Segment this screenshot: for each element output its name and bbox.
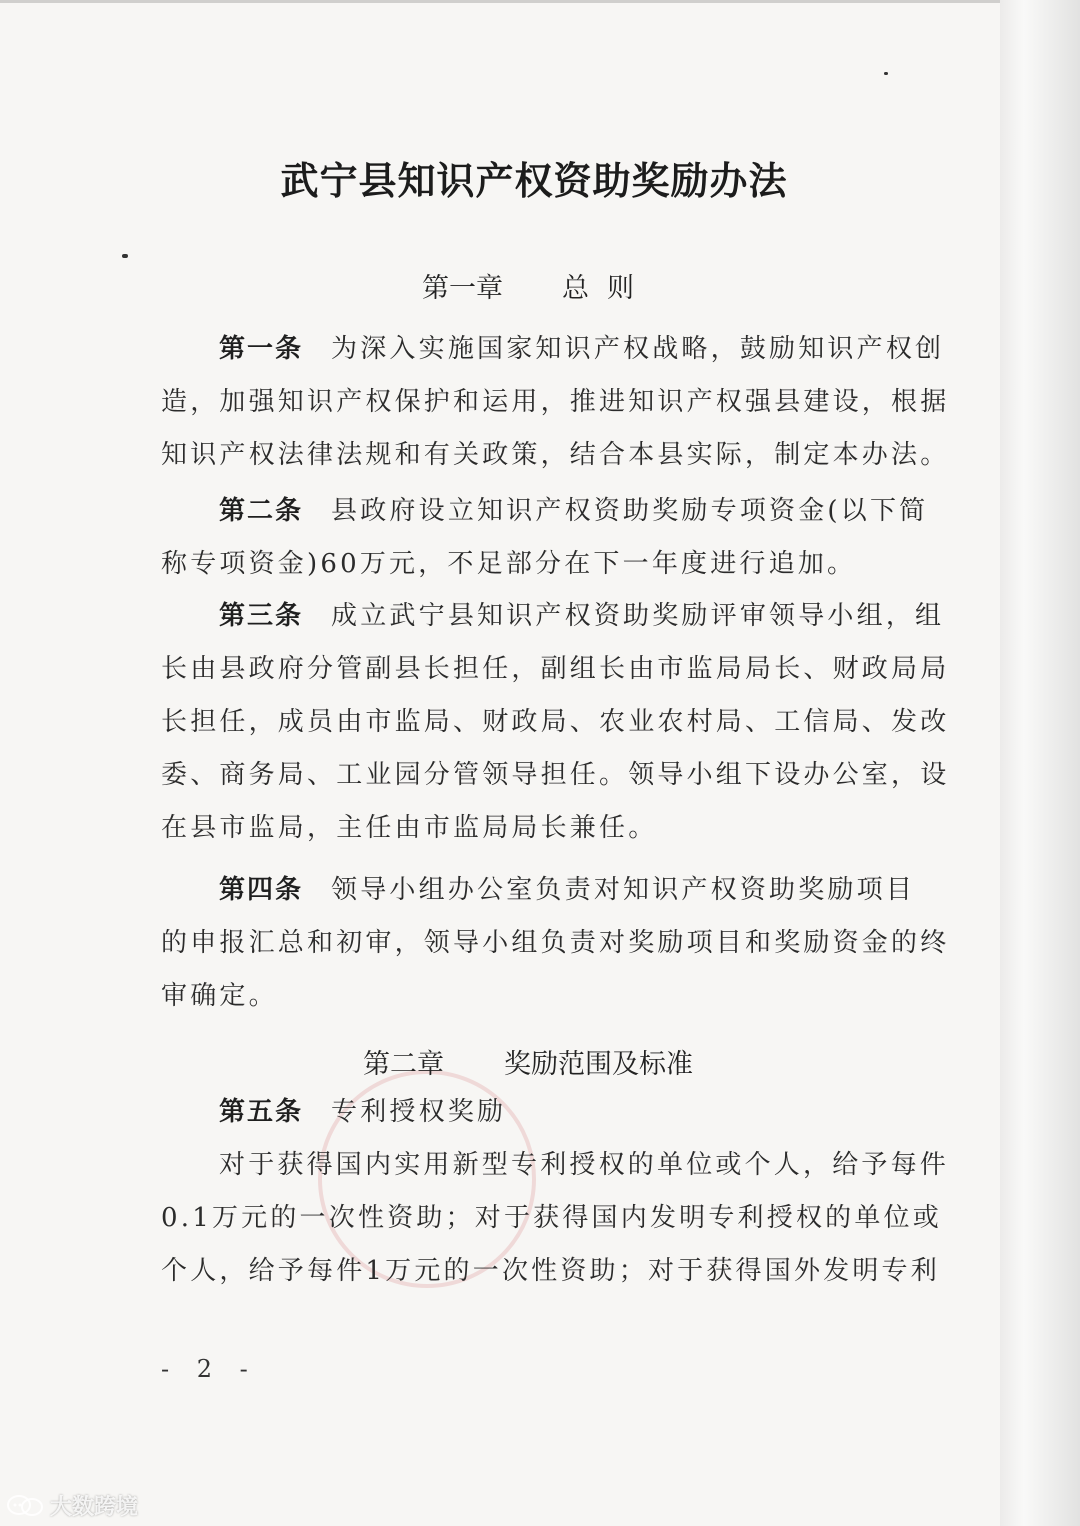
scan-speck xyxy=(884,72,888,75)
scan-speck xyxy=(122,254,128,258)
article-4-label: 第四条 xyxy=(219,875,304,905)
article-4-line: 审确定。 xyxy=(161,981,278,1011)
article-3 xyxy=(161,590,950,855)
article-2-line: 称专项资金)60万元，不足部分在下一年度进行追加。 xyxy=(161,549,857,579)
watermark-text: 大数跨境 xyxy=(50,1495,139,1520)
page-number: - 2 - xyxy=(161,1355,258,1383)
chapter-1-label: 第一章 xyxy=(422,273,503,304)
article-1-label: 第一条 xyxy=(219,334,304,364)
article-3-line: 长担任，成员由市监局、财政局、农业农村局、工信局、发改 xyxy=(161,707,950,737)
scan-edge xyxy=(0,0,1030,3)
article-3-line: 委、商务局、工业园分管领导担任。领导小组下设办公室，设 xyxy=(161,760,950,790)
article-4 xyxy=(161,864,950,1023)
article-3-line: 在县市监局，主任由市监局局长兼任。 xyxy=(161,813,658,843)
article-2 xyxy=(161,485,929,591)
article-1-line: 造，加强知识产权保护和运用，推进知识产权强县建设，根据 xyxy=(161,387,950,417)
paragraph-line: 对于获得国内实用新型专利授权的单位或个人，给予每件 xyxy=(219,1150,950,1180)
chapter-2-label: 第二章 xyxy=(363,1049,444,1080)
chapter-2-name: 奖励范围及标准 xyxy=(504,1049,693,1080)
article-5-paragraph xyxy=(161,1139,950,1298)
watermark xyxy=(6,1490,138,1521)
paragraph-line: 0.1万元的一次性资助；对于获得国内发明专利授权的单位或 xyxy=(161,1203,942,1233)
document-title: 武宁县知识产权资助奖励办法 xyxy=(280,159,788,203)
article-5 xyxy=(161,1086,905,1139)
scan-page-edge xyxy=(1000,0,1080,1526)
article-4-line: 的申报汇总和初审，领导小组负责对奖励项目和奖励资金的终 xyxy=(161,928,950,958)
article-2-label: 第二条 xyxy=(219,496,304,526)
article-3-line: 长由县政府分管副县长担任，副组长由市监局局长、财政局局 xyxy=(161,654,950,684)
article-4-line: 领导小组办公室负责对知识产权资助奖励项目 xyxy=(331,875,916,905)
article-1-line: 为深入实施国家知识产权战略，鼓励知识产权创 xyxy=(331,334,945,364)
article-1 xyxy=(161,323,950,482)
article-1-line: 知识产权法律法规和有关政策，结合本县实际，制定本办法。 xyxy=(161,440,950,470)
chapter-1-name: 总则 xyxy=(562,273,652,304)
paragraph-line: 个人，给予每件1万元的一次性资助；对于获得国外发明专利 xyxy=(161,1256,940,1286)
article-3-label: 第三条 xyxy=(219,601,304,631)
article-5-label: 第五条 xyxy=(219,1097,304,1127)
article-5-heading: 专利授权奖励 xyxy=(331,1097,507,1127)
article-3-line: 成立武宁县知识产权资助奖励评审领导小组，组 xyxy=(331,601,945,631)
article-2-line: 县政府设立知识产权资助奖励专项资金(以下简 xyxy=(331,496,929,526)
speech-bubble-logo-icon xyxy=(6,1494,44,1518)
